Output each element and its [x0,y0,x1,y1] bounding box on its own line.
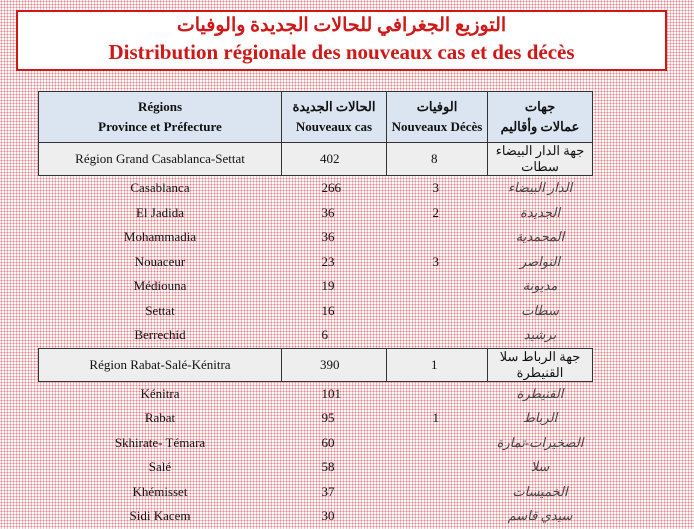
cell-name: Région Rabat-Salé-Kénitra [39,348,282,381]
cell-new-cases: 19 [321,278,335,294]
table-row [39,323,593,348]
cell-name: Sidi Kacem [129,508,191,524]
header-arabic-regions-line2: عمالات وأقاليم [500,119,580,134]
cell-arabic-name: الخميسات [512,483,568,499]
cell-new-deaths [387,480,488,505]
table-row [39,225,593,250]
cell-arabic-name: سطات [521,302,559,318]
cell-new-deaths [387,504,488,529]
cell-new-cases: 60 [321,434,335,450]
cell-new-cases: 390 [282,348,387,381]
cell-arabic-name: المحمدية [515,229,565,245]
header-row [39,92,593,143]
cell-arabic-name: سيدي قاسم [507,508,573,524]
table-row [39,201,593,226]
cell-new-deaths [387,381,488,406]
cell-new-deaths [387,299,488,324]
header-new-cases-french: Nouveaux cas [295,119,373,134]
cell-new-cases: 101 [321,385,341,401]
header-regions-line2: Province et Préfecture [98,119,222,134]
table-row [39,455,593,480]
cell-name: Nouaceur [134,253,186,269]
region-row [39,143,593,176]
cell-name: El Jadida [135,204,184,220]
header-new-deaths-french: Nouveaux Décès [391,119,483,134]
cell-new-deaths [387,431,488,456]
region-row [39,348,593,381]
cell-new-deaths: 3 [432,253,439,269]
table-row [39,176,593,201]
cell-name: Skhirate- Témara [114,434,206,450]
cell-arabic-name: سلا [530,459,550,475]
header-regions [39,92,282,143]
cell-arabic-name: جهة الدار البيضاء سطات [488,143,593,176]
table-row [39,274,593,299]
header-arabic-regions-line1: جهات [524,99,556,114]
header-new-deaths [387,92,488,143]
table-row [39,431,593,456]
cell-name: Salé [148,459,172,475]
table-row [39,299,593,324]
cell-new-cases: 23 [321,253,335,269]
cell-new-cases: 95 [321,410,335,426]
header-new-cases-arabic: الحالات الجديدة [292,99,376,114]
cell-new-cases: 6 [321,327,328,343]
cell-name: Médiouna [133,278,187,294]
cell-name: Khémisset [132,483,188,499]
cell-name: Casablanca [130,180,190,196]
cell-name: Mohammadia [123,229,197,245]
table-row [39,504,593,529]
cell-new-deaths [387,274,488,299]
header-arabic-regions [488,92,593,143]
cell-name: Kénitra [140,385,180,401]
cell-arabic-name: الدار البيضاء [507,180,573,196]
table-body [39,143,593,529]
cell-new-deaths: 2 [432,204,439,220]
cell-new-deaths [387,225,488,250]
cell-new-deaths: 3 [432,180,439,196]
table-row [39,406,593,431]
table-row [39,480,593,505]
cell-arabic-name: مديونة [522,278,558,294]
cell-new-deaths: 1 [387,348,488,381]
cell-name: Settat [145,302,175,318]
cell-name: Rabat [144,410,176,426]
cell-arabic-name: برشيد [523,327,557,343]
cell-arabic-name: الصخيرات-تمارة [496,434,584,450]
cell-new-deaths: 1 [432,410,439,426]
table-row [39,381,593,406]
distribution-table [38,91,593,529]
cell-new-cases: 16 [321,302,335,318]
table-row [39,250,593,275]
cell-arabic-name: النواصر [519,253,561,269]
cell-new-cases: 402 [282,143,387,176]
cell-arabic-name: جهة الرباط سلا القنيطرة [488,348,593,381]
title-arabic: التوزيع الجغرافي للحالات الجديدة والوفيات [176,15,507,36]
cell-new-cases: 37 [321,483,335,499]
cell-new-cases: 58 [321,459,335,475]
cell-new-deaths: 8 [387,143,488,176]
header-regions-line1: Régions [137,99,183,114]
cell-arabic-name: الرباط [522,410,558,426]
cell-new-cases: 30 [321,508,335,524]
header-new-deaths-arabic: الوفيات [416,99,458,114]
cell-new-deaths [387,455,488,480]
cell-new-deaths [387,323,488,348]
header-new-cases [282,92,387,143]
cell-name: Berrechid [134,327,186,343]
cell-new-cases: 36 [321,229,335,245]
cell-name: Région Grand Casablanca-Settat [39,143,282,176]
cell-arabic-name: القنيطرة [516,385,564,401]
title-french: Distribution régionale des nouveaux cas et des décès [108,40,575,64]
title-box [16,10,667,71]
cell-new-cases: 36 [321,204,335,220]
cell-arabic-name: الجديدة [519,204,561,220]
cell-new-cases: 266 [321,180,341,196]
